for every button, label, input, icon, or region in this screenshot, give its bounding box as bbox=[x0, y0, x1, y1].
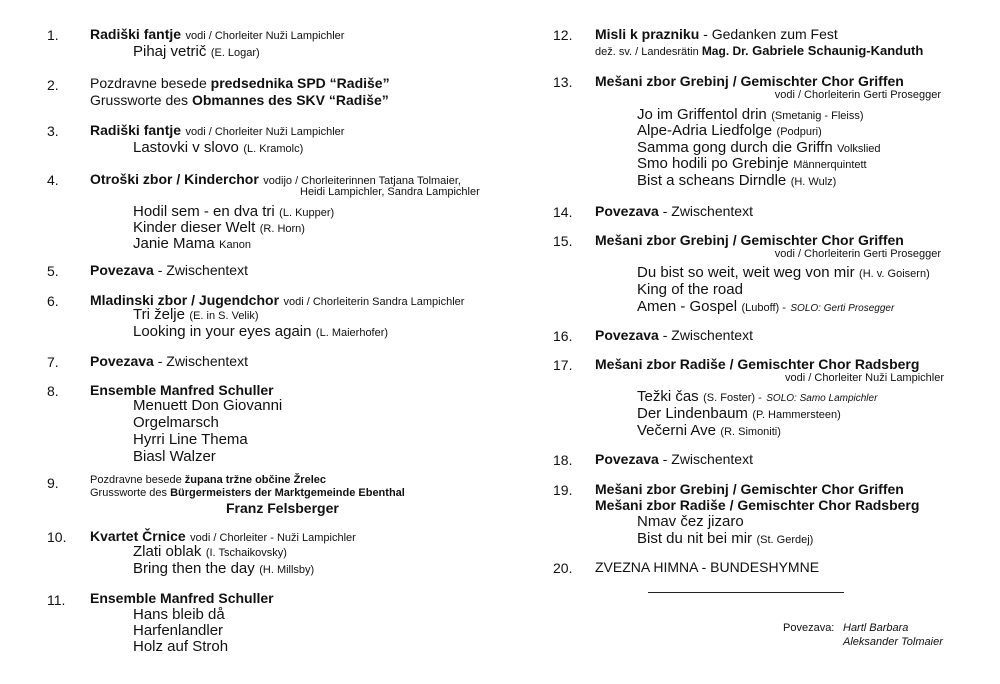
song: Janie Mama Kanon bbox=[133, 235, 251, 252]
item-number: 4. bbox=[47, 172, 59, 188]
song: Holz auf Stroh bbox=[133, 638, 229, 655]
item-conductor: vodi / Chorleiter - Nuži Lampichler bbox=[190, 532, 356, 544]
program-page: 1. Radiški fantje vodi / Chorleiter Nuži Lampichler Pihaj vetrič (E. Logar) 2. Pozdravne besede predsednika SPD “Radiše” Grussworte des Obmannes des SKV “Radiše” 3. Radiški fantje vodi / Chorleiter Nuži Lampichler Lastovki v slovo (L. Kramolc) 4. Otroški zbor / Kinderchor vodijo / Chorleiterinnen Tatjana Tolmaier, Heidi Lampichler, Sandra Lampichler Hodil sem - en dva tri (L. Kupper) Kinder dieser Welt (R. Horn) Janie Mama Kanon 5. Povezava - Zwischentext 6. Mladinski zbor / Jugendchor vodi / Chorleiterin Sandra Lampichler Tri želje (E. in S. Velik) Looking in your eyes again (L. Maierhofer) 7. Povezava - Zwischentext 8. Ensemble Manfred Schuller Menuett Don Giovanni Orgelmarsch Hyrri Line Thema Biasl Walzer 9. Pozdravne besede župana tržne občine Žrelec Grussworte des Bürgermeisters der Marktgemeinde Ebenthal Franz Felsberger 10. Kvartet Črnice vodi / Chorleiter - Nuži Lampichler Zlati oblak (I. Tschaikovsky) Bring then the day (H. Millsby) 11. Ensemble Manfred Schuller Hans bleib då Harfenlandler Holz auf Stroh 12. Misli k prazniku - Gedanken zum Fest dež. sv. / Landesrätin Mag. Dr. Gabriele Schaunig-Kanduth 13. Mešani zbor Grebinj / Gemischter Chor Griffen vodi / Chorleiterin Gerti Prosegger Jo im Griffentol drin (Smetanig - Fleiss) Alpe-Adria Liedfolge (Podpuri) Samma gong durch die Griffn Volkslied Smo hodili po Grebinje Männerquintett Bist a scheans Dirndle (H. Wulz) 14. Povezava - Zwischentext 15. Mešani zbor Grebinj / Gemischter Chor Griffen vodi / Chorleiterin Gerti Prosegger Du bist so weit, weit weg von mir (H. v. Goisern) King of the road Amen - Gospel (Luboff) - SOLO: Gerti Prosegger 16. Povezava - Zwischentext 17. Mešani zbor Radiše / Gemischter Chor Radsberg vodi / Chorleiter Nuži Lampichler Težki čas (S. Foster) - SOLO: Samo Lampichler Der Lindenbaum (P. Hammersteen) Večerni Ave (R. Simoniti) 18. Povezava - Zwischentext 19. Mešani zbor Grebinj / Gemischter Chor Griffen Mešani zbor Radiše / Gemischter Chor Radsberg Nmav čez jizaro Bist du nit bei mir (St. Gerdej) 20. ZVEZNA HIMNA - BUNDESHYMNE Povezava: Hartl Barbara Aleksander Tolmaier bbox=[47, 26, 944, 655]
item-title: Mešani zbor Radiše / Gemischter Chor Radsberg bbox=[595, 356, 920, 372]
footer-presenter-1: Hartl Barbara bbox=[843, 622, 909, 634]
item-number: 13. bbox=[553, 74, 573, 90]
item-number: 12. bbox=[553, 27, 573, 43]
item-number: 20. bbox=[553, 560, 573, 576]
item-title: Povezava bbox=[90, 353, 154, 369]
item-conductor: vodi / Chorleiter Nuži Lampichler bbox=[185, 126, 345, 138]
item-number: 18. bbox=[553, 452, 573, 468]
song: Menuett Don Giovanni bbox=[133, 397, 283, 414]
item-conductor-cont: Heidi Lampichler, Sandra Lampichler bbox=[300, 186, 480, 198]
item-title: Mešani zbor Grebinj / Gemischter Chor Griffen bbox=[595, 73, 904, 89]
item-number: 14. bbox=[553, 204, 573, 220]
song: Hans bleib då bbox=[133, 606, 225, 623]
soloist: SOLO: Samo Lampichler bbox=[766, 393, 878, 404]
song: Pihaj vetrič (E. Logar) bbox=[133, 43, 260, 60]
song: Alpe-Adria Liedfolge (Podpuri) bbox=[637, 122, 822, 139]
item-number: 2. bbox=[47, 77, 59, 93]
item-title: Povezava bbox=[595, 451, 659, 467]
footer-presenter-2: Aleksander Tolmaier bbox=[843, 636, 943, 648]
item-number: 6. bbox=[47, 293, 59, 309]
song: Tri želje (E. in S. Velik) bbox=[133, 306, 259, 323]
item-title: Povezava bbox=[90, 262, 154, 278]
item-number: 10. bbox=[47, 529, 67, 545]
item-title: Mešani zbor Grebinj / Gemischter Chor Griffen bbox=[595, 232, 904, 248]
item-title: Mladinski zbor / Jugendchor bbox=[90, 292, 280, 308]
song: Bist du nit bei mir (St. Gerdej) bbox=[637, 530, 814, 547]
item-conductor: vodi / Chorleiterin Gerti Prosegger bbox=[774, 248, 941, 260]
divider bbox=[648, 592, 844, 593]
item-number: 3. bbox=[47, 123, 59, 139]
item-title: Ensemble Manfred Schuller bbox=[90, 382, 274, 398]
item-title: Radiški fantje bbox=[90, 26, 182, 42]
item-conductor: vodijo / Chorleiterinnen Tatjana Tolmaier, bbox=[263, 175, 461, 187]
song: Harfenlandler bbox=[133, 622, 224, 639]
anthem-title: ZVEZNA HIMNA - BUNDESHYMNE bbox=[595, 559, 820, 575]
item-title: Radiški fantje bbox=[90, 122, 182, 138]
item-title: Povezava bbox=[595, 203, 659, 219]
item-number: 11. bbox=[47, 592, 66, 608]
song: Smo hodili po Grebinje Männerquintett bbox=[637, 155, 867, 172]
speaker-name: Franz Felsberger bbox=[226, 500, 339, 516]
song: Kinder dieser Welt (R. Horn) bbox=[133, 219, 305, 236]
song: Du bist so weit, weit weg von mir (H. v. Goisern) bbox=[637, 264, 930, 281]
item-number: 7. bbox=[47, 354, 59, 370]
item-conductor: vodi / Chorleiter Nuži Lampichler bbox=[185, 30, 345, 42]
item-title: Povezava bbox=[595, 327, 659, 343]
item-number: 9. bbox=[47, 475, 59, 491]
song: Hodil sem - en dva tri (L. Kupper) bbox=[133, 203, 335, 220]
song: Jo im Griffentol drin (Smetanig - Fleiss) bbox=[637, 106, 864, 123]
song: Biasl Walzer bbox=[133, 448, 216, 465]
song: Bring then the day (H. Millsby) bbox=[133, 560, 315, 577]
item-conductor: vodi / Chorleiterin Sandra Lampichler bbox=[283, 296, 465, 308]
song: Zlati oblak (I. Tschaikovsky) bbox=[133, 543, 287, 560]
song: Večerni Ave (R. Simoniti) bbox=[637, 422, 781, 439]
item-title: Misli k prazniku bbox=[595, 26, 700, 42]
song: Hyrri Line Thema bbox=[133, 431, 248, 448]
item-number: 17. bbox=[553, 357, 573, 373]
song: Amen - Gospel (Luboff) - SOLO: Gerti Prosegger bbox=[637, 298, 895, 315]
song: King of the road bbox=[637, 281, 743, 298]
song: Samma gong durch die Griffn Volkslied bbox=[637, 139, 881, 156]
song: Orgelmarsch bbox=[133, 414, 219, 431]
item-conductor: vodi / Chorleiter Nuži Lampichler bbox=[785, 372, 944, 384]
song: Nmav čez jizaro bbox=[637, 513, 744, 530]
song: Težki čas (S. Foster) - SOLO: Samo Lampichler bbox=[637, 388, 878, 405]
item-title: Otroški zbor / Kinderchor bbox=[90, 171, 259, 187]
item-title: Mešani zbor Grebinj / Gemischter Chor Griffen bbox=[595, 481, 904, 497]
soloist: SOLO: Gerti Prosegger bbox=[790, 303, 895, 314]
item-number: 16. bbox=[553, 328, 573, 344]
song: Bist a scheans Dirndle (H. Wulz) bbox=[637, 172, 837, 189]
song: Lastovki v slovo (L. Kramolc) bbox=[133, 139, 304, 156]
item-number: 8. bbox=[47, 383, 59, 399]
item-number: 19. bbox=[553, 482, 573, 498]
item-number: 15. bbox=[553, 233, 573, 249]
item-conductor: vodi / Chorleiterin Gerti Prosegger bbox=[774, 89, 941, 101]
song: Looking in your eyes again (L. Maierhofer) bbox=[133, 323, 389, 340]
footer-label: Povezava: bbox=[783, 622, 835, 634]
item-title-2: Mešani zbor Radiše / Gemischter Chor Radsberg bbox=[595, 497, 920, 513]
item-title: Ensemble Manfred Schuller bbox=[90, 590, 274, 606]
item-title: Kvartet Črnice bbox=[90, 528, 186, 544]
item-number: 5. bbox=[47, 263, 59, 279]
item-speaker: dež. sv. / Landesrätin Mag. Dr. Gabriele Schaunig-Kanduth bbox=[595, 43, 924, 58]
item-number: 1. bbox=[47, 27, 59, 43]
song: Der Lindenbaum (P. Hammersteen) bbox=[637, 405, 841, 422]
